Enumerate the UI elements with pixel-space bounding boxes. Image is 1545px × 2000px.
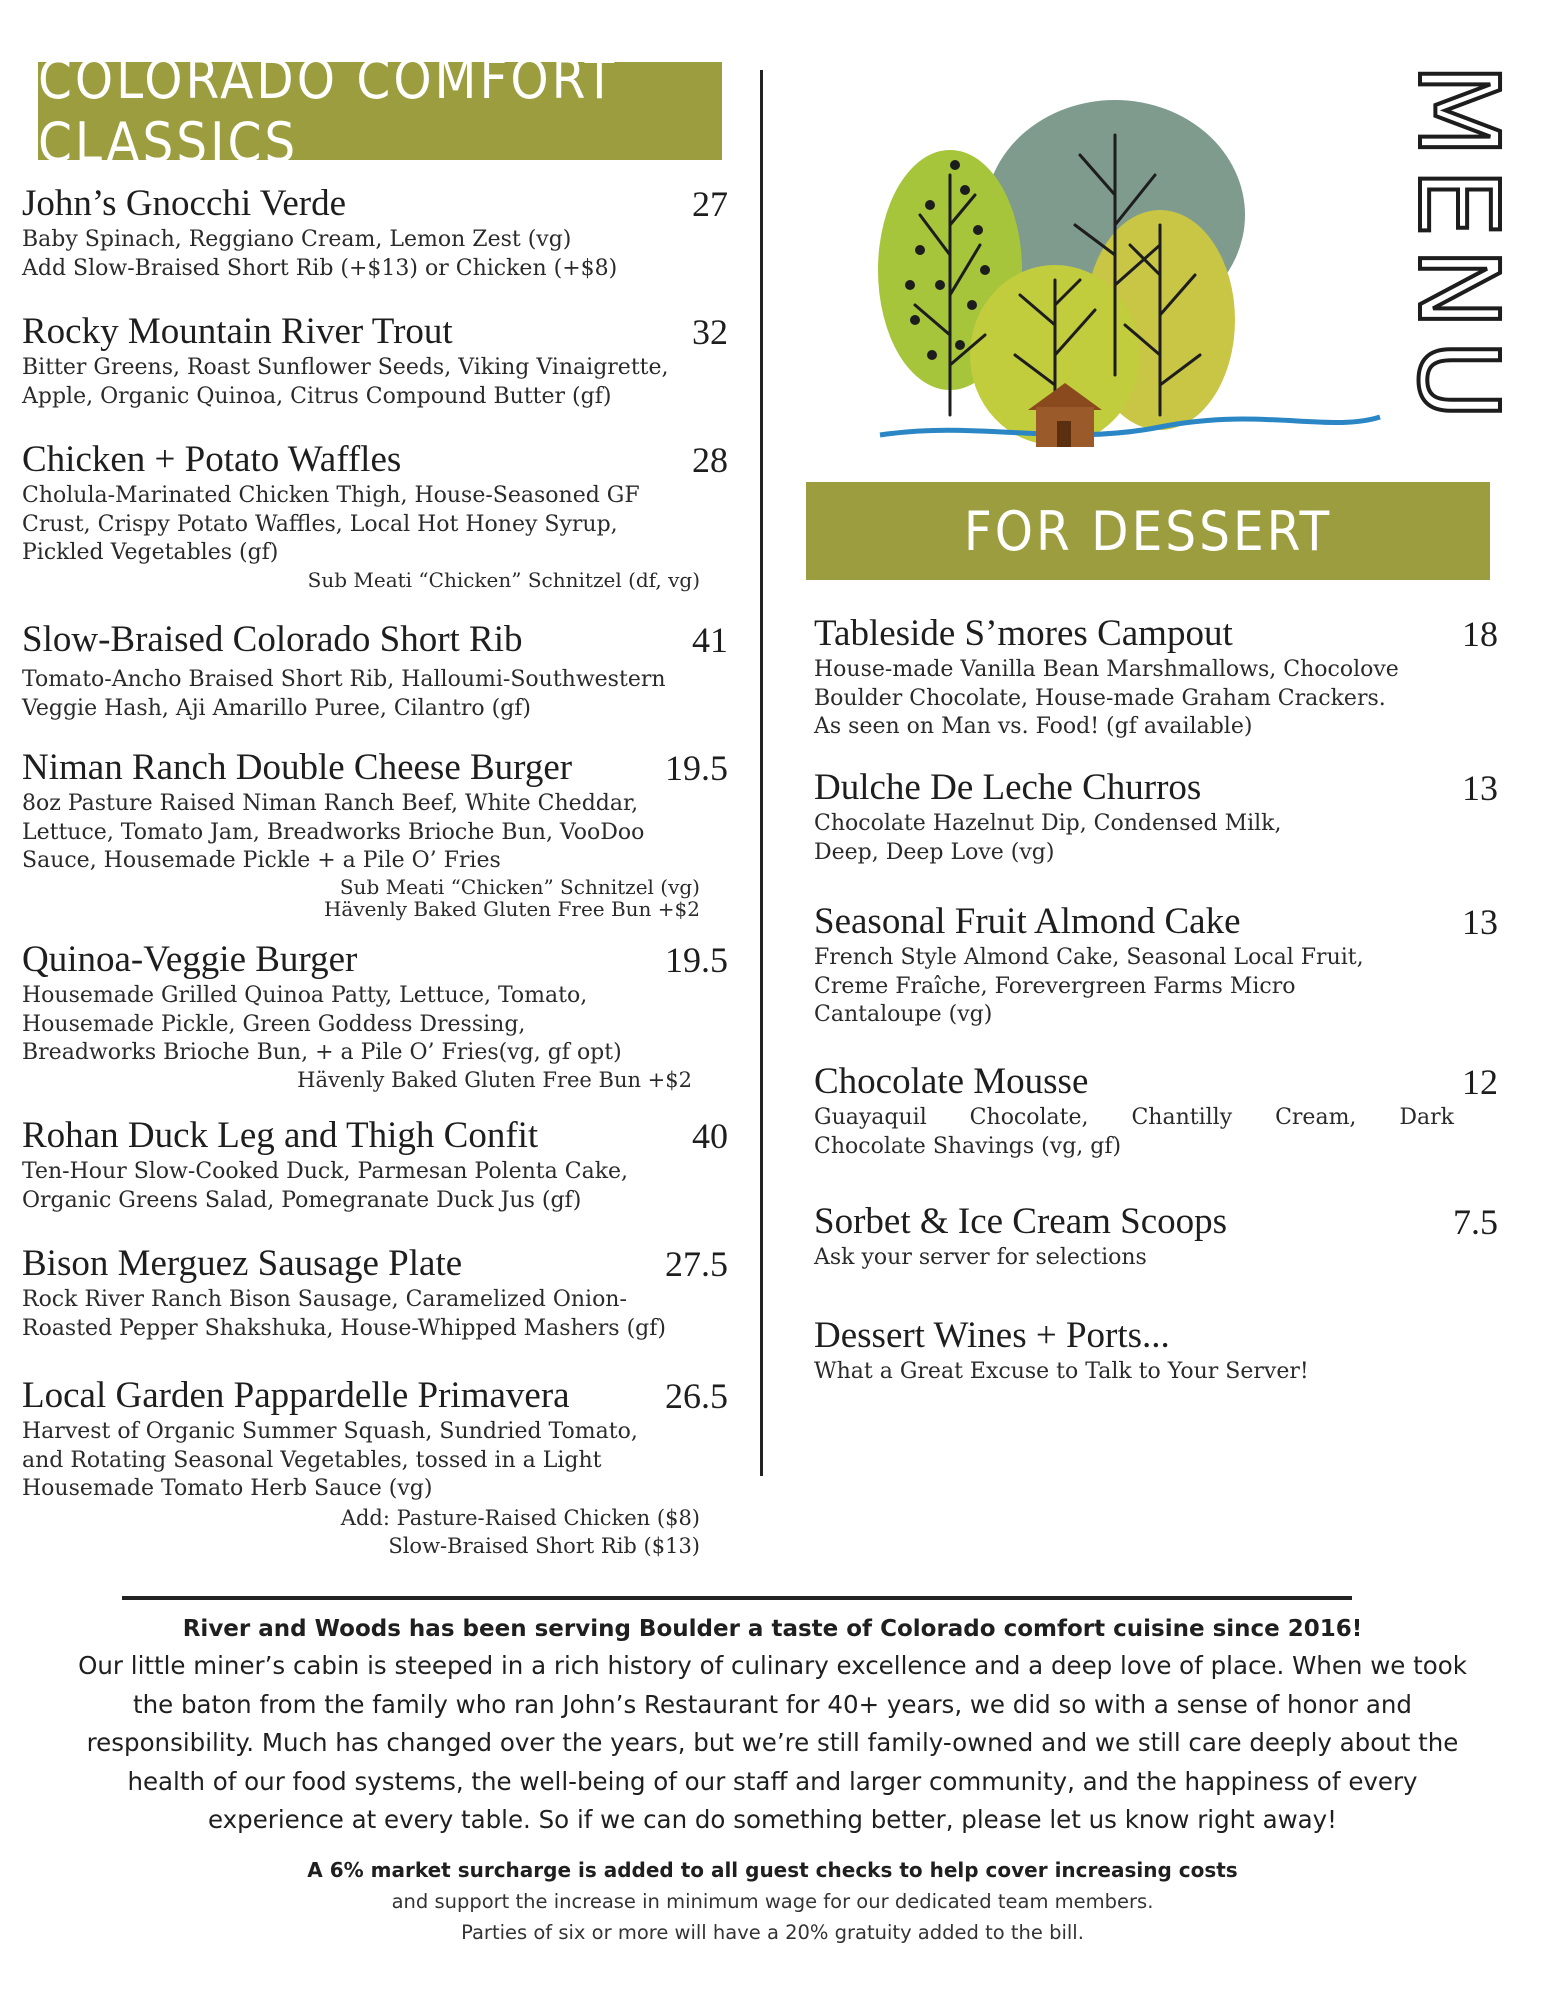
- about-line: the baton from the family who ran John’s Restaurant for 40+ years, we did so with a sense of honor and: [132, 1689, 1412, 1719]
- item-desc: Crust, Crispy Potato Waffles, Local Hot Honey Syrup,: [22, 511, 618, 537]
- section-banner-comfort-classics: COLORADO COMFORT CLASSICS: [38, 62, 722, 160]
- item-desc: Creme Fraîche, Forevergreen Farms Micro: [814, 973, 1296, 999]
- about-line: Our little miner’s cabin is steeped in a rich history of culinary excellence and a deep love of place. When we took: [78, 1651, 1467, 1680]
- menu-item: [22, 1114, 728, 1215]
- item-name: Rocky Mountain River Trout: [22, 311, 453, 352]
- item-price: 41: [692, 620, 728, 660]
- item-name: Seasonal Fruit Almond Cake: [814, 901, 1241, 942]
- menu-item: [22, 310, 728, 411]
- item-name: Slow-Braised Colorado Short Rib: [22, 619, 523, 660]
- item-desc: French Style Almond Cake, Seasonal Local Fruit,: [814, 945, 1364, 970]
- item-desc: Housemade Pickle, Green Goddess Dressing,: [22, 1011, 526, 1037]
- item-name: Dessert Wines + Ports...: [814, 1315, 1170, 1356]
- dessert-item: [814, 766, 1498, 867]
- item-desc: and Rotating Seasonal Vegetables, tossed in a Light: [22, 1447, 602, 1473]
- trees-illustration: [860, 55, 1522, 470]
- item-desc: 8oz Pasture Raised Niman Ranch Beef, White Cheddar,: [22, 791, 639, 816]
- item-note: Slow-Braised Short Rib ($13): [388, 1533, 700, 1558]
- item-name: Sorbet & Ice Cream Scoops: [814, 1201, 1228, 1242]
- item-desc: Boulder Chocolate, House-made Graham Crackers.: [814, 685, 1386, 711]
- item-desc: Veggie Hash, Aji Amarillo Puree, Cilantro (gf): [22, 695, 532, 721]
- item-desc: Organic Greens Salad, Pomegranate Duck Jus (gf): [22, 1187, 582, 1213]
- item-desc: Housemade Grilled Quinoa Patty, Lettuce, Tomato,: [22, 983, 588, 1008]
- item-desc: Apple, Organic Quinoa, Citrus Compound Butter (gf): [22, 383, 612, 409]
- item-name: Tableside S’mores Campout: [814, 613, 1233, 654]
- menu-item: [22, 746, 728, 921]
- menu-item: [22, 1374, 728, 1560]
- item-price: 13: [1462, 768, 1498, 808]
- item-price: 7.5: [1453, 1202, 1498, 1242]
- item-desc: Lettuce, Tomato Jam, Breadworks Brioche Bun, VooDoo: [22, 819, 645, 845]
- surcharge-detail: and support the increase in minimum wage for our dedicated team members.: [391, 1890, 1154, 1913]
- item-desc: Rock River Ranch Bison Sausage, Caramelized Onion-: [22, 1287, 627, 1312]
- item-desc: Cholula-Marinated Chicken Thigh, House-Seasoned GF: [22, 483, 640, 508]
- menu-title: MENU: [1394, 63, 1522, 431]
- dessert-item: [814, 1060, 1498, 1161]
- column-divider: [760, 70, 763, 1476]
- about-headline: River and Woods has been serving Boulder a taste of Colorado comfort cuisine since 2016!: [182, 1616, 1363, 1642]
- item-note: Hävenly Baked Gluten Free Bun +$2: [323, 896, 700, 921]
- item-desc: Cantaloupe (vg): [814, 1002, 993, 1027]
- about-line: health of our food systems, the well-being of our staff and larger community, and the happiness of every: [127, 1766, 1418, 1796]
- item-name: Niman Ranch Double Cheese Burger: [22, 747, 573, 788]
- section-banner-dessert: FOR DESSERT: [806, 482, 1490, 580]
- item-desc: Roasted Pepper Shakshuka, House-Whipped Mashers (gf): [22, 1315, 666, 1341]
- item-price: 19.5: [665, 940, 728, 980]
- item-price: 32: [692, 312, 728, 352]
- menu-item: [22, 438, 728, 592]
- item-price: 40: [692, 1116, 728, 1156]
- item-desc: As seen on Man vs. Food! (gf available): [814, 714, 1253, 739]
- surcharge-notice: A 6% market surcharge is added to all guest checks to help cover increasing costs: [307, 1858, 1238, 1882]
- item-price: 27.5: [665, 1244, 728, 1284]
- item-desc: Sauce, Housemade Pickle + a Pile O’ Fries: [22, 848, 501, 873]
- item-desc: Add Slow-Braised Short Rib (+$13) or Chicken (+$8): [22, 255, 618, 281]
- item-price: 18: [1462, 614, 1498, 654]
- item-desc: Deep, Deep Love (vg): [814, 839, 1055, 865]
- item-desc: Guayaquil Chocolate, Chantilly Cream, Dark: [814, 1105, 1454, 1130]
- item-desc: House-made Vanilla Bean Marshmallows, Chocolove: [814, 657, 1399, 682]
- item-desc: Ten-Hour Slow-Cooked Duck, Parmesan Polenta Cake,: [22, 1159, 629, 1184]
- menu-item: [22, 938, 728, 1092]
- item-price: 13: [1462, 902, 1498, 942]
- item-desc: Harvest of Organic Summer Squash, Sundried Tomato,: [22, 1419, 638, 1444]
- item-price: 28: [692, 440, 728, 480]
- item-desc: Chocolate Hazelnut Dip, Condensed Milk,: [814, 811, 1282, 836]
- item-desc: Breadworks Brioche Bun, + a Pile O’ Fries(vg, gf opt): [22, 1040, 622, 1065]
- item-price: 27: [692, 184, 728, 224]
- item-name: Dulche De Leche Churros: [814, 767, 1202, 808]
- item-name: Quinoa-Veggie Burger: [22, 939, 358, 980]
- item-name: Chicken + Potato Waffles: [22, 439, 402, 480]
- menu-item: [22, 1242, 728, 1343]
- dessert-item: [814, 1200, 1498, 1273]
- item-note: Add: Pasture-Raised Chicken ($8): [340, 1505, 700, 1530]
- item-name: Local Garden Pappardelle Primavera: [22, 1375, 570, 1416]
- item-name: Bison Merguez Sausage Plate: [22, 1243, 463, 1284]
- item-price: 12: [1462, 1062, 1498, 1102]
- item-note: Hävenly Baked Gluten Free Bun +$2: [297, 1067, 692, 1092]
- item-desc: Chocolate Shavings (vg, gf): [814, 1133, 1122, 1159]
- menu-item: [22, 182, 728, 283]
- dessert-item: [814, 900, 1498, 1030]
- item-desc: Baby Spinach, Reggiano Cream, Lemon Zest (vg): [22, 227, 572, 252]
- about-line: responsibility. Much has changed over the years, but we’re still family-owned and we still care deeply about the: [86, 1728, 1459, 1757]
- item-price: 19.5: [665, 748, 728, 788]
- item-desc: Ask your server for selections: [814, 1245, 1147, 1270]
- item-desc: Pickled Vegetables (gf): [22, 540, 279, 565]
- dessert-item: [814, 1314, 1498, 1387]
- footer-divider: [122, 1596, 1352, 1600]
- dessert-item: [814, 612, 1498, 742]
- item-desc: Bitter Greens, Roast Sunflower Seeds, Viking Vinaigrette,: [22, 355, 669, 380]
- item-desc: Tomato-Ancho Braised Short Rib, Halloumi-Southwestern: [22, 667, 666, 692]
- item-desc: What a Great Excuse to Talk to Your Server!: [814, 1359, 1309, 1384]
- item-note: Sub Meati “Chicken” Schnitzel (df, vg): [307, 567, 700, 592]
- about-line: experience at every table. So if we can do something better, please let us know right away!: [208, 1805, 1337, 1834]
- item-price: 26.5: [665, 1376, 728, 1416]
- item-name: Rohan Duck Leg and Thigh Confit: [22, 1115, 539, 1156]
- menu-item: [22, 618, 728, 723]
- about-paragraph: [40, 1647, 1505, 1840]
- item-name: John’s Gnocchi Verde: [22, 183, 347, 224]
- item-desc: Housemade Tomato Herb Sauce (vg): [22, 1476, 433, 1501]
- item-note: Sub Meati “Chicken” Schnitzel (vg): [339, 874, 700, 899]
- item-name: Chocolate Mousse: [814, 1061, 1089, 1102]
- gratuity-notice: Parties of six or more will have a 20% gratuity added to the bill.: [461, 1921, 1084, 1944]
